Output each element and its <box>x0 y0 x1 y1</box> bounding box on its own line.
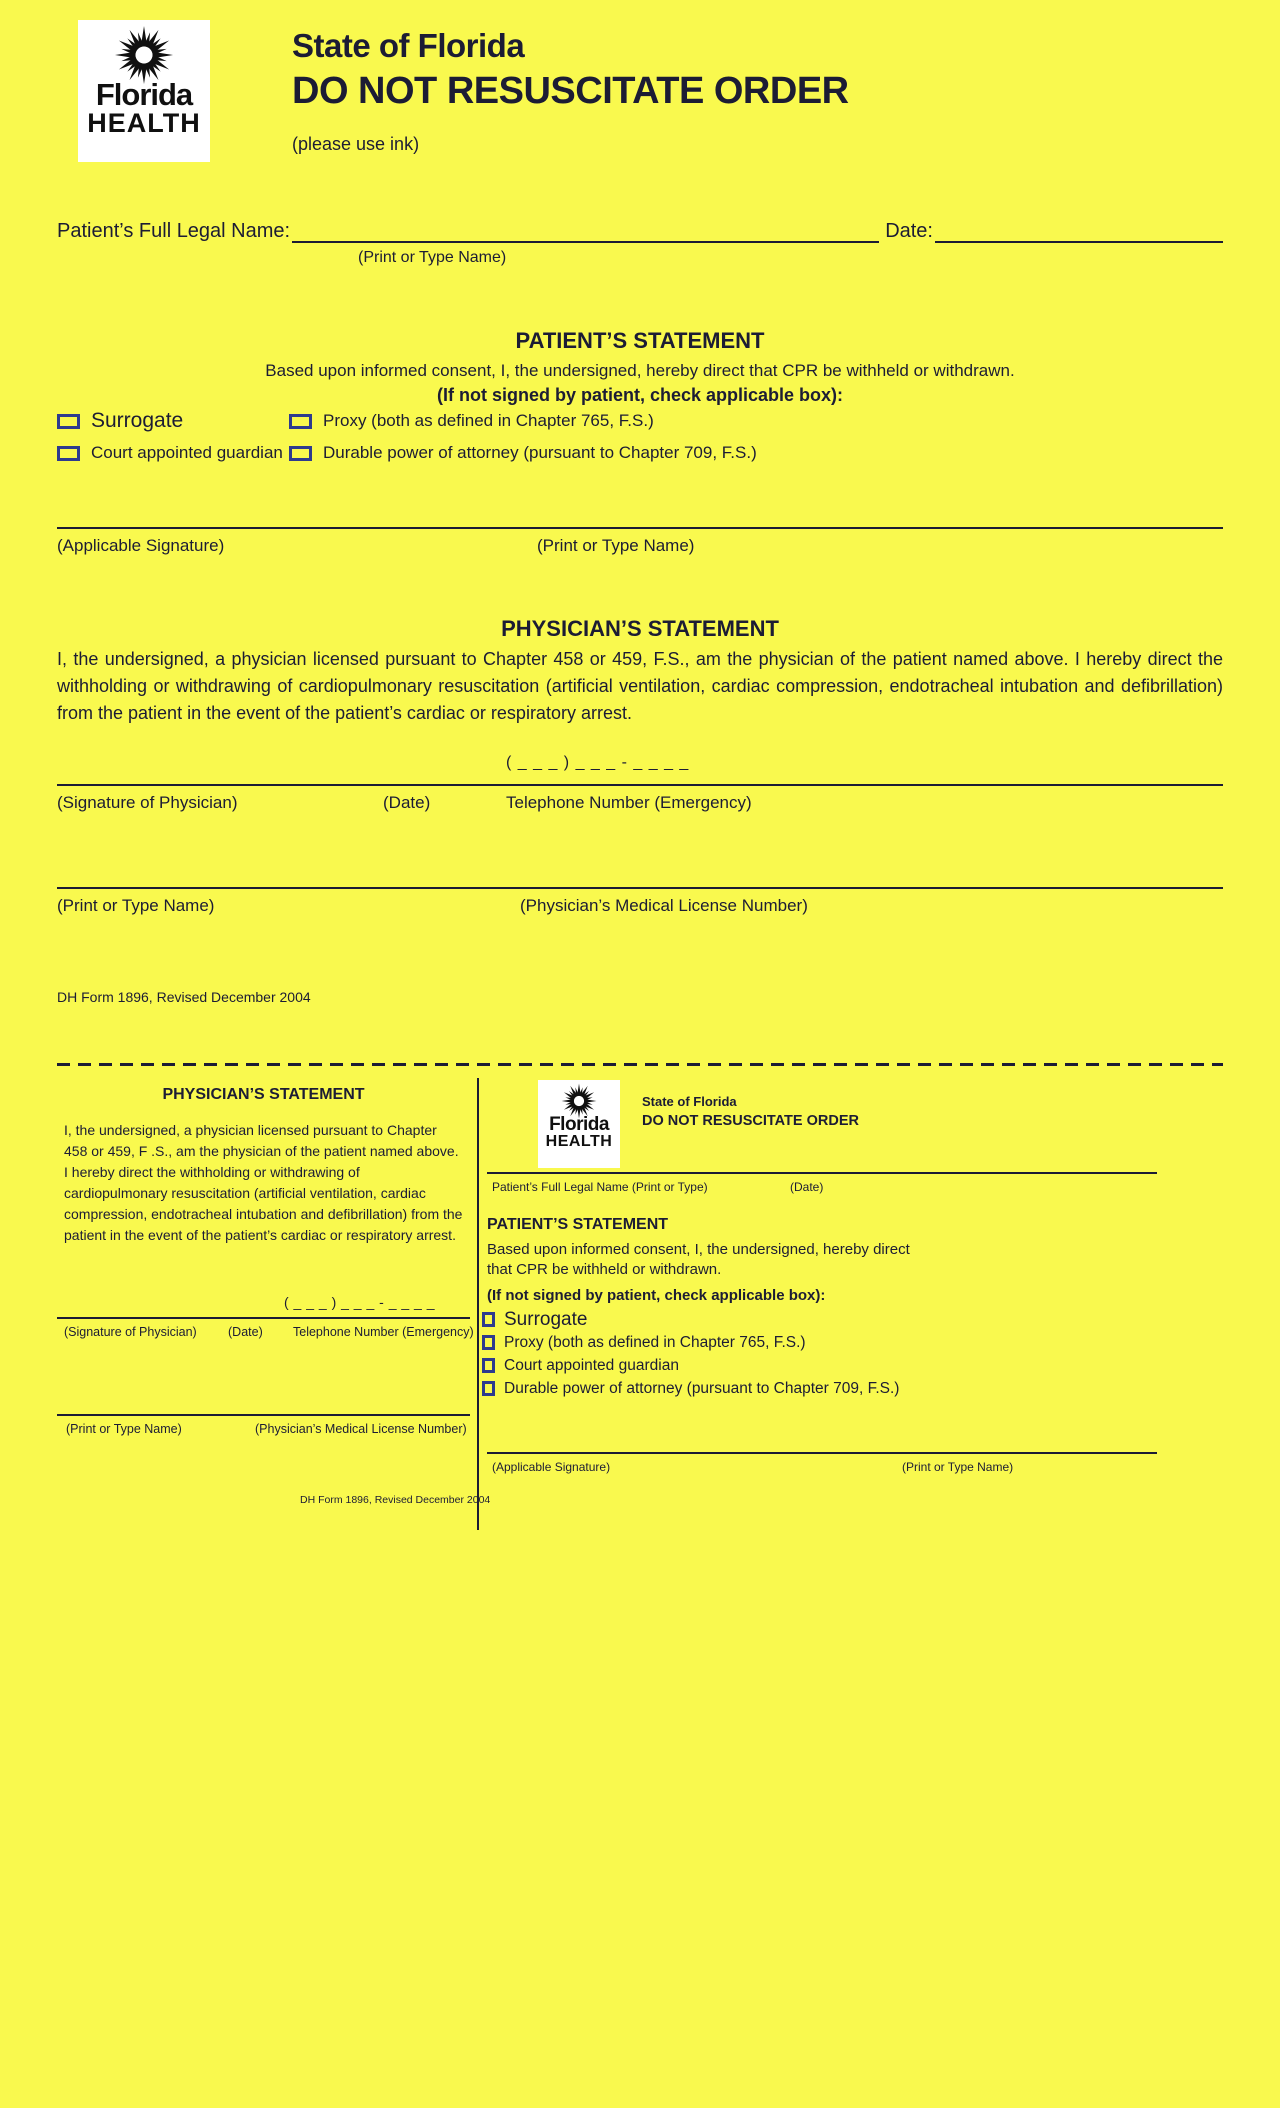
card-date-label: (Date) <box>790 1180 824 1194</box>
patient-name-label: Patient’s Full Legal Name: <box>57 220 291 242</box>
card-attorney-label: Durable power of attorney (pursuant to Chapter 709, F.S.) <box>504 1379 900 1397</box>
card-florida-health-logo <box>538 1080 620 1168</box>
card-checkbox-row-guardian <box>482 1354 899 1377</box>
card-title-text: DO NOT RESUSCITATE ORDER <box>642 1113 859 1129</box>
applicable-signature-label: (Applicable Signature) <box>57 536 225 555</box>
card-physician-heading: PHYSICIAN’S STATEMENT <box>162 1086 365 1103</box>
card-patient-name-label: Patient’s Full Legal Name (Print or Type) <box>492 1180 708 1194</box>
card-guardian-label: Court appointed guardian <box>504 1356 679 1374</box>
card-physician-phone-label: Telephone Number (Emergency) <box>293 1325 474 1339</box>
card-checkbox-list <box>482 1308 899 1400</box>
patient-statement-section <box>0 328 1280 406</box>
card-physician-date-label: (Date) <box>228 1325 263 1339</box>
card-print-label: (Print or Type Name) <box>902 1460 1014 1474</box>
physician-signature-line[interactable] <box>57 784 1223 786</box>
card-patient-name-line[interactable] <box>487 1172 1157 1174</box>
card-state-text: State of Florida <box>642 1094 737 1109</box>
header-state: State of Florida <box>292 27 525 64</box>
guardian-label: Court appointed guardian <box>91 443 283 462</box>
card-patient-statement-instruction: (If not signed by patient, check applicable box): <box>487 1287 826 1304</box>
physician-statement-heading: PHYSICIAN’S STATEMENT <box>501 616 779 641</box>
logo-word-health: HEALTH <box>87 108 201 138</box>
applicable-print-label: (Print or Type Name) <box>537 536 695 555</box>
physician-license-label: (Physician’s Medical License Number) <box>520 896 808 915</box>
card-physician-signature-label: (Signature of Physician) <box>64 1325 197 1339</box>
card-checkbox-row-surrogate <box>482 1308 899 1331</box>
attorney-label: Durable power of attorney (pursuant to Chapter 709, F.S.) <box>323 443 757 462</box>
physician-signature-label: (Signature of Physician) <box>57 793 238 812</box>
card-applicable-signature-line[interactable] <box>487 1452 1157 1454</box>
card-physician-print-line[interactable] <box>57 1414 470 1416</box>
patient-checkbox-grid <box>57 408 757 466</box>
card-phone-mask[interactable]: ( _ _ _ ) _ _ _ - _ _ _ _ <box>284 1294 436 1310</box>
card-proxy-checkbox[interactable] <box>482 1335 495 1350</box>
checkbox-row-guardian <box>57 440 289 466</box>
checkbox-row-attorney <box>289 440 757 466</box>
checkbox-row-surrogate <box>57 408 289 434</box>
card-surrogate-label: Surrogate <box>504 1308 588 1330</box>
guardian-checkbox[interactable] <box>57 446 80 461</box>
card-patient-statement-heading: PATIENT’S STATEMENT <box>487 1216 669 1233</box>
physician-print-label: (Print or Type Name) <box>57 896 215 915</box>
physician-print-line[interactable] <box>57 887 1223 889</box>
card-attorney-checkbox[interactable] <box>482 1381 495 1396</box>
ink-note: (please use ink) <box>292 134 420 154</box>
card-logo-word-florida: Florida <box>549 1114 609 1135</box>
card-patient-statement-consent: Based upon informed consent, I, the undersigned, hereby direct that CPR be withheld or withdrawn. <box>487 1241 910 1279</box>
card-checkbox-row-proxy <box>482 1331 899 1354</box>
card-physician-license-label: (Physician’s Medical License Number) <box>255 1422 467 1436</box>
card-physician-print-label: (Print or Type Name) <box>66 1422 182 1436</box>
card-applicable-signature-label: (Applicable Signature) <box>492 1460 611 1474</box>
page-title: DO NOT RESUSCITATE ORDER <box>292 70 849 112</box>
card-physician-signature-line[interactable] <box>57 1317 470 1319</box>
attorney-checkbox[interactable] <box>289 446 312 461</box>
physician-statement-body: I, the undersigned, a physician licensed pursuant to Chapter 458 or 459, F.S., am the physician of the patient named above. I hereby direct the withholding or withdrawing of cardiopulmonary resuscitation (artificial ventilation, cardiac compression, endotracheal intubation and defibrillation) from the patient in the event of the patient’s cardiac or respiratory arrest. <box>57 649 1223 723</box>
patient-name-field[interactable] <box>292 220 879 243</box>
card-divider <box>477 1078 479 1530</box>
card-proxy-label: Proxy (both as defined in Chapter 765, F.S.) <box>504 1333 806 1351</box>
physician-date-label: (Date) <box>383 793 431 812</box>
card-physician-body: I, the undersigned, a physician licensed pursuant to Chapter 458 or 459, F .S., am the physician of the patient named above. I hereby direct the withholding or withdrawing of cardiopulmonary resuscitation (artificial ventilation, cardiac compression, endotracheal intubation and defibrillation) from the patient in the event of the patient’s cardiac or respiratory arrest. <box>64 1122 463 1243</box>
date-field[interactable] <box>935 220 1223 243</box>
patient-statement-heading: PATIENT’S STATEMENT <box>515 328 765 353</box>
proxy-label: Proxy (both as defined in Chapter 765, F.S.) <box>323 411 654 430</box>
logo-word-florida: Florida <box>95 77 193 112</box>
card-logo-word-health: HEALTH <box>545 1133 613 1150</box>
proxy-checkbox[interactable] <box>289 414 312 429</box>
card-checkbox-row-attorney <box>482 1377 899 1400</box>
patient-name-row <box>57 220 1223 243</box>
florida-health-logo <box>78 20 210 162</box>
card-surrogate-checkbox[interactable] <box>482 1312 495 1327</box>
patient-statement-instruction: (If not signed by patient, check applicable box): <box>436 385 844 405</box>
phone-number-mask[interactable]: ( _ _ _ ) _ _ _ - _ _ _ _ <box>506 754 690 771</box>
checkbox-row-proxy <box>289 408 757 434</box>
form-id-text: DH Form 1896, Revised December 2004 <box>57 989 311 1005</box>
surrogate-checkbox[interactable] <box>57 414 80 429</box>
cut-line <box>57 1063 1223 1066</box>
surrogate-label: Surrogate <box>91 409 184 432</box>
sunburst-icon <box>92 25 196 85</box>
card-guardian-checkbox[interactable] <box>482 1358 495 1373</box>
card-form-id-text: DH Form 1896, Revised December 2004 <box>300 1494 491 1506</box>
applicable-signature-line[interactable] <box>57 527 1223 529</box>
physician-phone-label: Telephone Number (Emergency) <box>506 793 752 812</box>
patient-name-hint: (Print or Type Name) <box>358 249 507 266</box>
patient-statement-consent: Based upon informed consent, I, the undersigned, hereby direct that CPR be withheld or withdrawn. <box>265 361 1015 380</box>
date-label: Date: <box>885 220 933 242</box>
